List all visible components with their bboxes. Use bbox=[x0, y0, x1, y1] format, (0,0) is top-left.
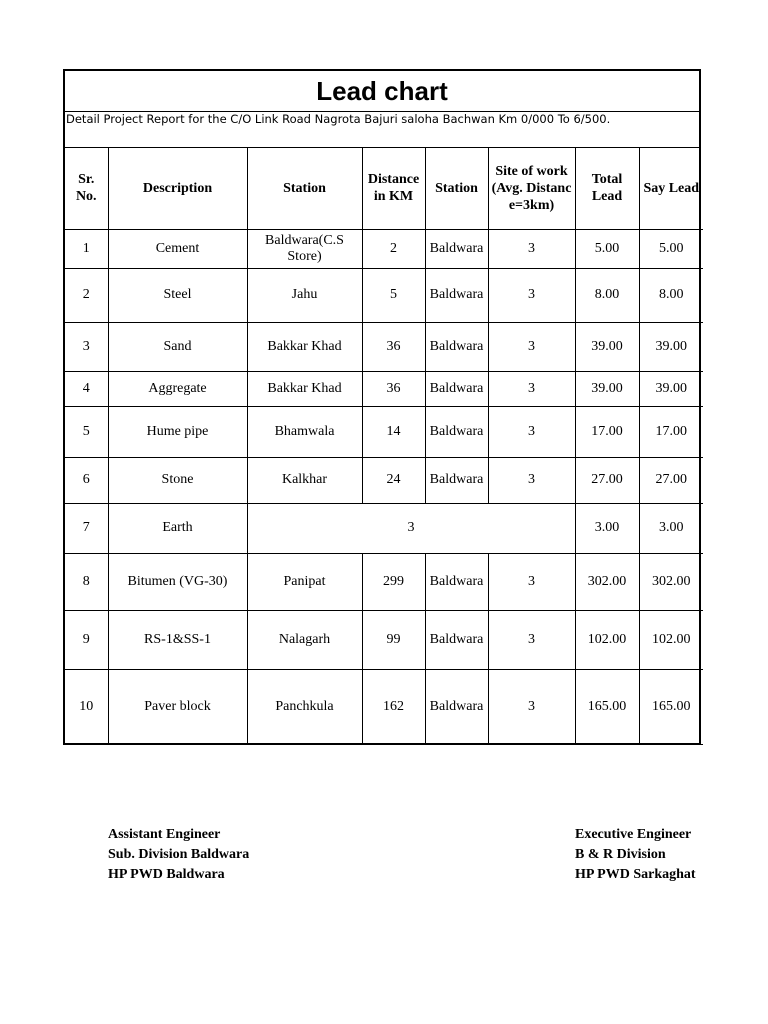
header-total-lead: Total Lead bbox=[575, 148, 639, 229]
cell-distance: 299 bbox=[362, 553, 425, 610]
cell-distance: 5 bbox=[362, 268, 425, 322]
table-row bbox=[65, 406, 703, 457]
cell-say-lead: 3.00 bbox=[639, 503, 703, 553]
cell-sr: 3 bbox=[65, 322, 108, 371]
cell-description: Paver block bbox=[108, 669, 247, 744]
cell-total-lead: 39.00 bbox=[575, 322, 639, 371]
cell-distance: 162 bbox=[362, 669, 425, 744]
cell-station: Panchkula bbox=[247, 669, 362, 744]
cell-total-lead: 165.00 bbox=[575, 669, 639, 744]
cell-description: Sand bbox=[108, 322, 247, 371]
project-subtitle: Detail Project Report for the C/O Link Road Nagrota Bajuri saloha Bachwan Km 0/000 To 6/500. bbox=[65, 112, 699, 148]
header-station: Station bbox=[247, 148, 362, 229]
cell-station: Bakkar Khad bbox=[247, 322, 362, 371]
cell-total-lead: 39.00 bbox=[575, 371, 639, 406]
cell-station-2: Baldwara bbox=[425, 371, 488, 406]
cell-description: Aggregate bbox=[108, 371, 247, 406]
table-row bbox=[65, 268, 703, 322]
table-row bbox=[65, 322, 703, 371]
table-row bbox=[65, 503, 703, 553]
cell-sr: 4 bbox=[65, 371, 108, 406]
cell-station-2: Baldwara bbox=[425, 669, 488, 744]
cell-say-lead: 165.00 bbox=[639, 669, 703, 744]
cell-say-lead: 102.00 bbox=[639, 610, 703, 669]
cell-station-2: Baldwara bbox=[425, 610, 488, 669]
cell-distance: 99 bbox=[362, 610, 425, 669]
signature-executive-engineer bbox=[575, 825, 696, 885]
table-row bbox=[65, 371, 703, 406]
cell-say-lead: 17.00 bbox=[639, 406, 703, 457]
signature-line: Assistant Engineer bbox=[108, 827, 221, 842]
cell-site: 3 bbox=[488, 229, 575, 268]
cell-distance: 24 bbox=[362, 457, 425, 503]
cell-say-lead: 5.00 bbox=[639, 229, 703, 268]
cell-distance: 36 bbox=[362, 322, 425, 371]
table-row bbox=[65, 457, 703, 503]
signature-line: Sub. Division Baldwara bbox=[108, 847, 250, 862]
cell-sr: 2 bbox=[65, 268, 108, 322]
signature-line: Executive Engineer bbox=[575, 827, 692, 842]
cell-sr: 6 bbox=[65, 457, 108, 503]
cell-description: Cement bbox=[108, 229, 247, 268]
table-header-row bbox=[65, 148, 703, 229]
cell-sr: 1 bbox=[65, 229, 108, 268]
cell-total-lead: 3.00 bbox=[575, 503, 639, 553]
lead-table bbox=[65, 148, 703, 745]
cell-sr: 10 bbox=[65, 669, 108, 744]
cell-distance: 2 bbox=[362, 229, 425, 268]
cell-station: Nalagarh bbox=[247, 610, 362, 669]
cell-sr: 5 bbox=[65, 406, 108, 457]
cell-site: 3 bbox=[488, 553, 575, 610]
cell-merged-distance: 3 bbox=[247, 503, 575, 553]
cell-site: 3 bbox=[488, 406, 575, 457]
cell-station-2: Baldwara bbox=[425, 457, 488, 503]
cell-description: RS-1&SS-1 bbox=[108, 610, 247, 669]
header-station-2: Station bbox=[425, 148, 488, 229]
cell-sr: 9 bbox=[65, 610, 108, 669]
header-distance: Distance in KM bbox=[362, 148, 425, 229]
cell-say-lead: 39.00 bbox=[639, 371, 703, 406]
signature-line: HP PWD Sarkaghat bbox=[575, 867, 696, 882]
cell-description: Bitumen (VG-30) bbox=[108, 553, 247, 610]
cell-description: Stone bbox=[108, 457, 247, 503]
page-title: Lead chart bbox=[65, 71, 699, 112]
cell-station: Baldwara(C.S Store) bbox=[247, 229, 362, 268]
signature-line: HP PWD Baldwara bbox=[108, 867, 225, 882]
cell-total-lead: 27.00 bbox=[575, 457, 639, 503]
table-row bbox=[65, 669, 703, 744]
cell-description: Hume pipe bbox=[108, 406, 247, 457]
cell-station-2: Baldwara bbox=[425, 268, 488, 322]
header-sr-no: Sr. No. bbox=[65, 148, 108, 229]
cell-sr: 8 bbox=[65, 553, 108, 610]
cell-site: 3 bbox=[488, 669, 575, 744]
cell-distance: 14 bbox=[362, 406, 425, 457]
cell-say-lead: 8.00 bbox=[639, 268, 703, 322]
cell-station: Panipat bbox=[247, 553, 362, 610]
cell-say-lead: 302.00 bbox=[639, 553, 703, 610]
cell-total-lead: 102.00 bbox=[575, 610, 639, 669]
cell-site: 3 bbox=[488, 610, 575, 669]
table-row bbox=[65, 553, 703, 610]
signature-line: B & R Division bbox=[575, 847, 666, 862]
signature-assistant-engineer bbox=[108, 825, 249, 885]
cell-say-lead: 27.00 bbox=[639, 457, 703, 503]
cell-station: Bakkar Khad bbox=[247, 371, 362, 406]
header-site-of-work: Site of work (Avg. Distance=3km) bbox=[488, 148, 575, 229]
header-say-lead: Say Lead bbox=[639, 148, 703, 229]
header-description: Description bbox=[108, 148, 247, 229]
cell-total-lead: 8.00 bbox=[575, 268, 639, 322]
lead-chart-sheet bbox=[63, 69, 701, 745]
cell-station-2: Baldwara bbox=[425, 229, 488, 268]
cell-total-lead: 17.00 bbox=[575, 406, 639, 457]
cell-site: 3 bbox=[488, 268, 575, 322]
cell-station: Bhamwala bbox=[247, 406, 362, 457]
cell-station-2: Baldwara bbox=[425, 322, 488, 371]
cell-description: Steel bbox=[108, 268, 247, 322]
cell-site: 3 bbox=[488, 371, 575, 406]
cell-sr: 7 bbox=[65, 503, 108, 553]
cell-site: 3 bbox=[488, 322, 575, 371]
cell-station-2: Baldwara bbox=[425, 406, 488, 457]
cell-total-lead: 5.00 bbox=[575, 229, 639, 268]
cell-total-lead: 302.00 bbox=[575, 553, 639, 610]
cell-description: Earth bbox=[108, 503, 247, 553]
cell-station-2: Baldwara bbox=[425, 553, 488, 610]
cell-station: Kalkhar bbox=[247, 457, 362, 503]
cell-station: Jahu bbox=[247, 268, 362, 322]
table-row bbox=[65, 229, 703, 268]
cell-say-lead: 39.00 bbox=[639, 322, 703, 371]
cell-distance: 36 bbox=[362, 371, 425, 406]
table-row bbox=[65, 610, 703, 669]
cell-site: 3 bbox=[488, 457, 575, 503]
